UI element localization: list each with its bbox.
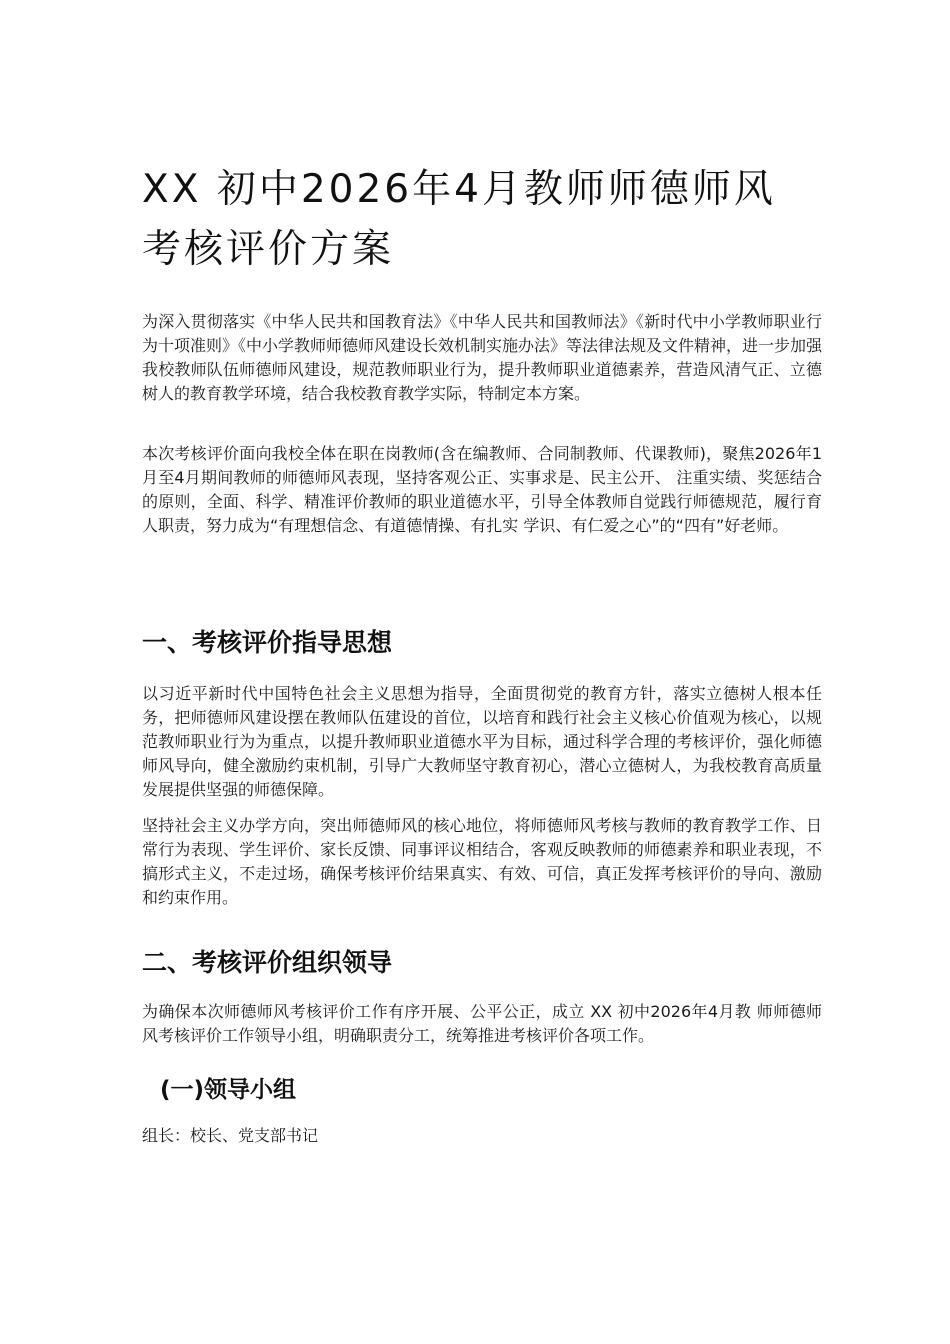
section-2-paragraph-1: 为确保本次师德师风考核评价工作有序开展、公平公正，成立 XX 初中2026年4月教 师师德师风考核评价工作领导小组，明确职责分工，统筹推进考核评价各项工作。 [142,1002,822,1045]
document-title: XX 初中2026年4月教师师德师风 考核评价方案 [142,167,776,272]
intro-paragraph-1: 为深入贯彻落实《中华人民共和国教育法》《中华人民共和国教师法》《新时代中小学教师职业行为十项准则》《中小学教师师德师风建设长效机制实施办法》等法律法规及文件精神，进一步加强我校教师队伍师德师风建设，规范教师职业行为，提升教师职业道德素养，营造风清气正、立德树人的教育教学环境，结合我校教育教学实际，特制定本方案。 [142,312,823,403]
section-1-paragraph-1: 以习近平新时代中国特色社会主义思想为指导，全面贯彻党的教育方针，落实立德树人根本任务，把师德师风建设摆在教师队伍建设的首位，以培育和践行社会主义核心价值观为核心，以规范教师职业行为为重点，以提升教师职业道德水平为目标，通过科学合理的考核评价，强化师德师风导向，健全激励约束机制，引导广大教师坚守教育初心，潜心立德树人，为我校教育高质量发展提供坚强的师德保障。 [142,684,822,799]
subsection-leadership-heading: (一)领导小组 [160,1077,297,1103]
section-2-heading: 二、考核评价组织领导 [142,948,393,977]
section-1-paragraph-2: 坚持社会主义办学方向，突出师德师风的核心地位，将师德师风考核与教师的教育教学工作、日常行为表现、学生评价、家长反馈、同事评议相结合，客观反映教师的师德素养和职业表现，不搞形式主义，不走过场，确保考核评价结果真实、有效、可信，真正发挥考核评价的导向、激励和约束作用。 [142,816,822,907]
leader-line: 组长：校长、党支部书记 [142,1126,319,1145]
intro-paragraph-2: 本次考核评价面向我校全体在职在岗教师(含在编教师、合同制教师、代课教师)，聚焦2026年1月至4月期间教师的师德师风表现，坚持客观公正、实事求是、民主公开、 注重实绩、奖惩结合的原则，全面、科学、精准评价教师的职业道德水平，引导全体教师自觉践行师德规范，履行育人职责，努力成为“有理想信念、有道德情操、有扎实 学识、有仁爱之心”的“四有”好老师。 [142,444,822,535]
section-1-heading: 一、考核评价指导思想 [142,628,393,657]
